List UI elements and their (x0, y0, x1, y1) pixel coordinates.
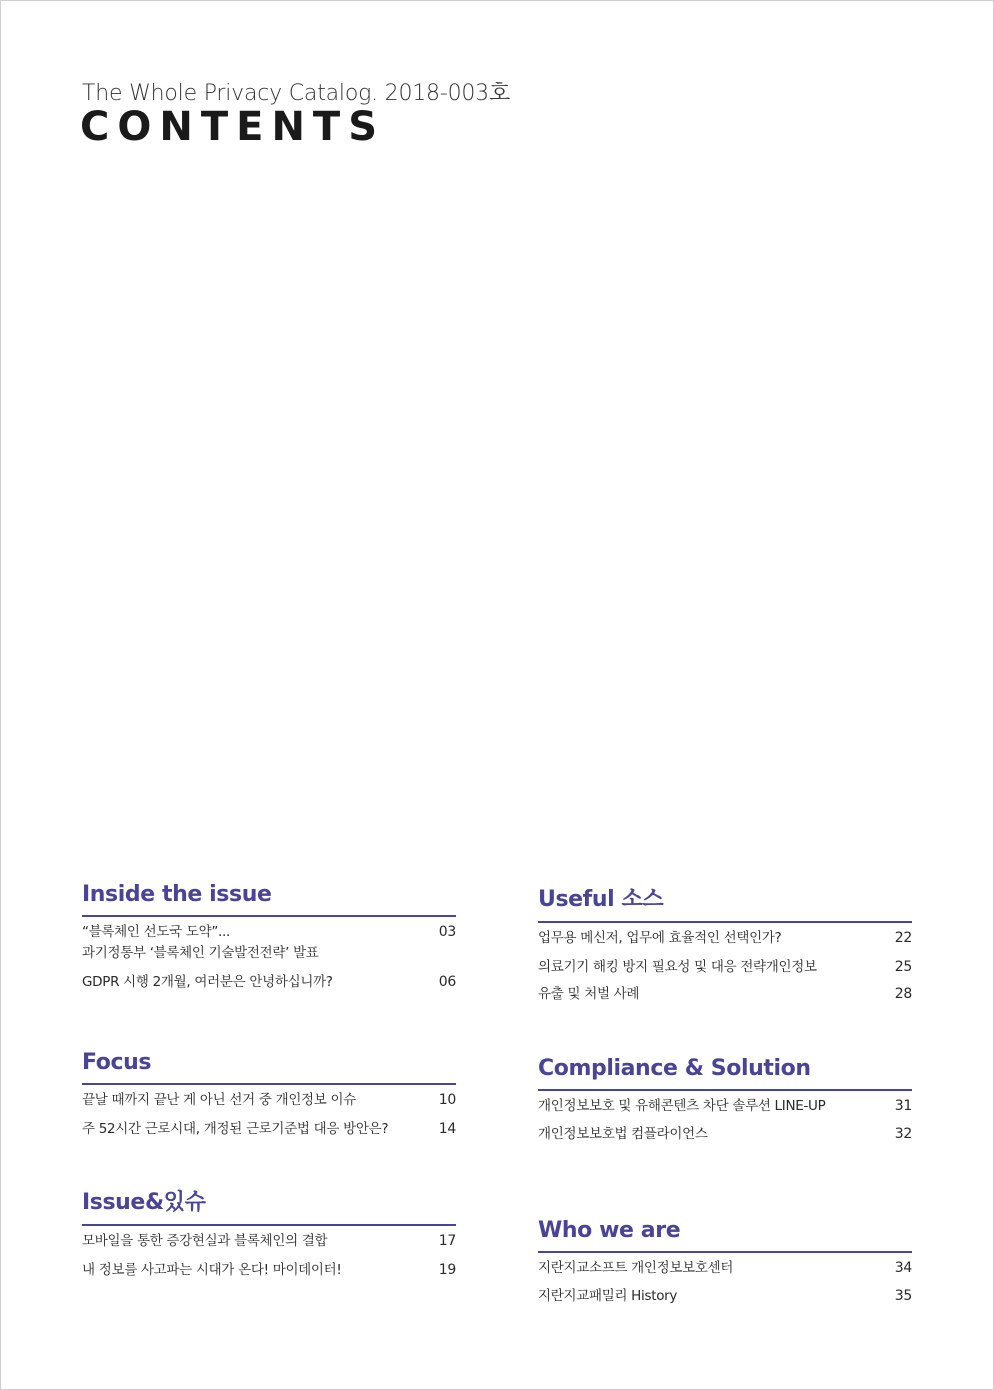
toc-item[interactable] (538, 1286, 912, 1307)
toc-item-page: 03 (438, 924, 456, 940)
toc-item[interactable] (538, 1124, 912, 1145)
toc-item-title: 모바일을 통한 증강현실과 블록체인의 결합 (82, 1233, 328, 1249)
toc-item-page: 25 (894, 959, 912, 975)
section-who-we-are (538, 1218, 912, 1307)
toc-item-page: 19 (438, 1262, 456, 1278)
toc-item[interactable] (82, 1090, 456, 1111)
toc-list (538, 1096, 912, 1145)
section-compliance-solution (538, 1056, 912, 1145)
toc-item[interactable] (82, 1231, 456, 1252)
toc-item[interactable] (82, 1119, 456, 1140)
page-title: CONTENTS (80, 104, 386, 150)
toc-item-page: 06 (438, 974, 456, 990)
toc-item-page: 31 (894, 1098, 912, 1114)
toc-item-page: 35 (894, 1288, 912, 1304)
toc-list (82, 922, 456, 993)
section-title: Issue&있슈 (82, 1185, 456, 1226)
toc-list (82, 1231, 456, 1281)
section-useful-source (538, 882, 912, 1005)
toc-list (538, 928, 912, 1005)
toc-item-page: 34 (894, 1260, 912, 1276)
toc-item-title: 끝날 때까지 끝난 게 아닌 선거 중 개인정보 이슈 (82, 1092, 357, 1108)
toc-list (538, 1258, 912, 1307)
toc-item-title: GDPR 시행 2개월, 여러분은 안녕하십니까? (82, 974, 333, 990)
toc-item-title: 의료기기 해킹 방지 필요성 및 대응 전략개인정보 (538, 959, 817, 975)
toc-item-page: 22 (894, 930, 912, 946)
toc-item-page: 28 (894, 986, 912, 1002)
toc-item-title: 지란지교소프트 개인정보보호센터 (538, 1260, 734, 1276)
toc-item[interactable] (82, 972, 456, 993)
section-title: Compliance & Solution (538, 1056, 912, 1091)
toc-item[interactable] (82, 922, 456, 964)
toc-list (82, 1090, 456, 1140)
toc-item[interactable] (538, 984, 912, 1005)
toc-item-title: 지란지교패밀리 History (538, 1288, 678, 1304)
toc-item[interactable] (538, 957, 912, 978)
toc-item-page: 17 (438, 1233, 456, 1249)
section-title: Inside the issue (82, 882, 456, 917)
toc-item[interactable] (538, 1258, 912, 1279)
section-title: Who we are (538, 1218, 912, 1253)
toc-item-page: 32 (894, 1126, 912, 1142)
toc-item-title: 주 52시간 근로시대, 개정된 근로기준법 대응 방안은? (82, 1121, 389, 1137)
toc-item-title: 개인정보보호 및 유해콘텐츠 차단 솔루션 LINE-UP (538, 1098, 826, 1114)
section-inside-the-issue (82, 882, 456, 993)
toc-item[interactable] (538, 928, 912, 949)
toc-item-page: 14 (438, 1121, 456, 1137)
toc-item[interactable] (82, 1260, 456, 1281)
section-issue (82, 1185, 456, 1281)
toc-item-page: 10 (438, 1092, 456, 1108)
toc-item-title: “블록체인 선도국 도약”... 과기정통부 ‘블록체인 기술발전전략’ 발표 (82, 924, 319, 961)
section-focus (82, 1050, 456, 1140)
toc-item[interactable] (538, 1096, 912, 1117)
section-title: Focus (82, 1050, 456, 1085)
toc-item-title: 내 정보를 사고파는 시대가 온다! 마이데이터! (82, 1262, 342, 1278)
catalog-subtitle: The Whole Privacy Catalog. 2018-003호 (82, 81, 511, 106)
toc-item-title: 유출 및 처벌 사례 (538, 986, 640, 1002)
toc-item-title: 개인정보보호법 컴플라이언스 (538, 1126, 708, 1142)
toc-item-title: 업무용 메신저, 업무에 효율적인 선택인가? (538, 930, 782, 946)
section-title: Useful 소스 (538, 882, 912, 923)
